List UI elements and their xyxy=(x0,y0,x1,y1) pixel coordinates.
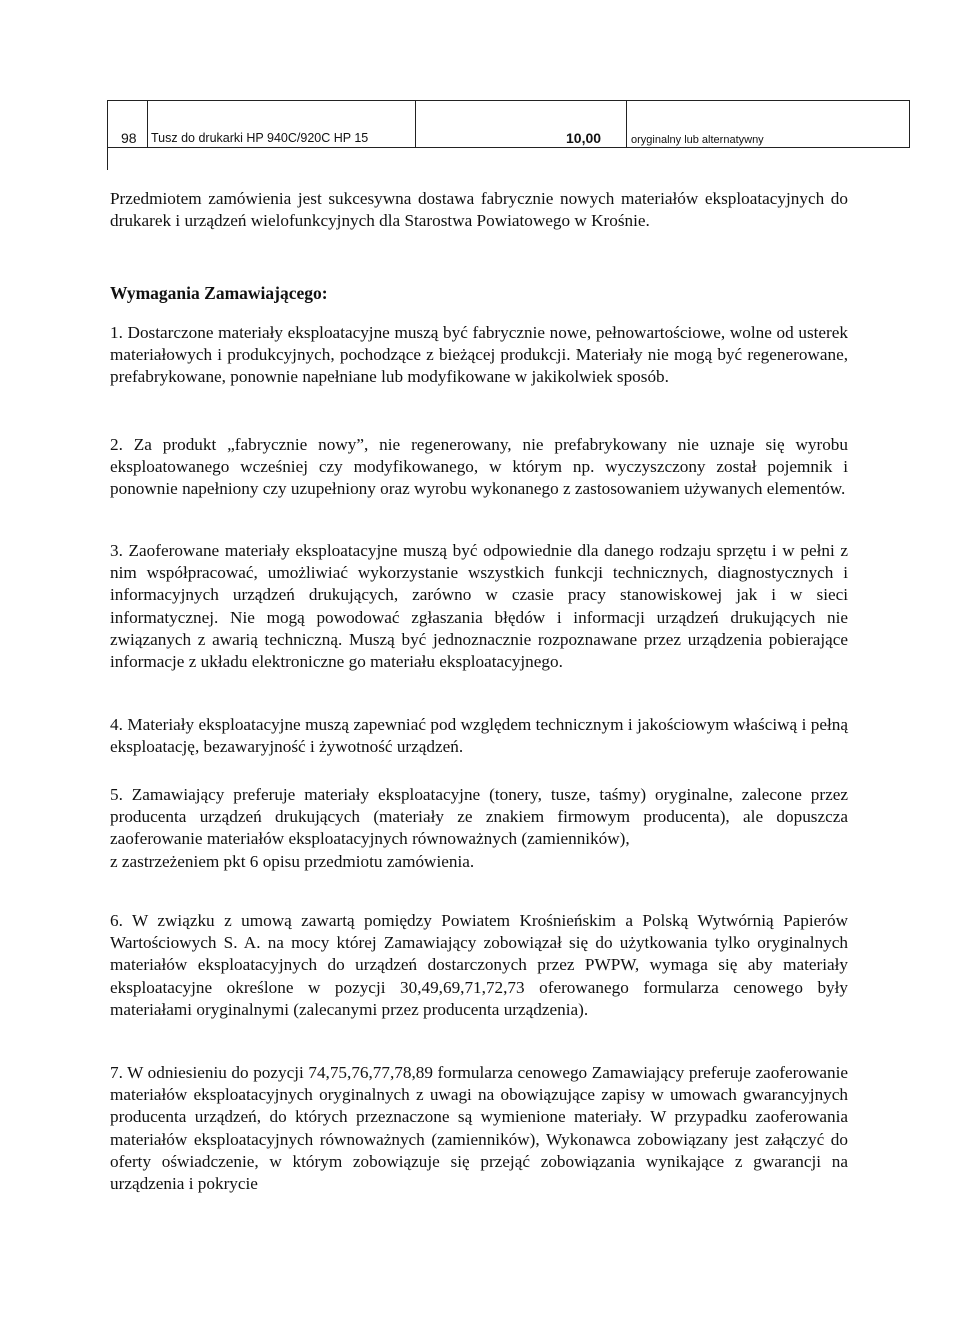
table-cell-lp: 98 xyxy=(121,130,137,146)
requirement-text: 1. Dostarczone materiały eksploatacyjne muszą być fabrycznie nowe, pełnowartościowe, wolne od usterek materiałowych i produkcyjnych, pochodzące z bieżącej produkcji. Materiały nie mogą być regenerowane, prefabrykowane, ponownie napełniane lub modyfikowane w jakikolwiek sposób. xyxy=(110,323,848,387)
requirement-1 xyxy=(110,322,848,389)
requirement-6 xyxy=(110,910,848,1021)
requirement-text: 4. Materiały eksploatacyjne muszą zapewniać pod względem technicznym i jakościowym właściwą i pełną eksploatację, bezawaryjność i żywotność urządzeń. xyxy=(110,715,848,757)
requirement-text: 6. W związku z umową zawartą pomiędzy Powiatem Krośnieńskim a Polską Wytwórnią Papierów Wartościowych S. A. na mocy której Zamawiający zobowiązał się do użytkowania tylko oryginalnych materiałów eksploatacyjnych do urządzeń dostarczonych przez PWPW, wymaga się aby materiały eksploatacyjne określone w pozycji 30,49,69,71,72,73 oferowanego formularza cenowego były materiałami oryginalnymi (zalecanymi przez producenta urządzenia). xyxy=(110,911,848,1019)
requirement-7 xyxy=(110,1062,848,1195)
requirement-2 xyxy=(110,434,848,501)
requirements-heading: Wymagania Zamawiającego: xyxy=(110,283,328,303)
intro-section xyxy=(110,188,848,232)
table-divider xyxy=(147,100,148,148)
requirement-5-continuation: z zastrzeżeniem pkt 6 opisu przedmiotu zamówienia. xyxy=(110,851,475,871)
table-divider xyxy=(107,148,108,170)
requirement-text: 5. Zamawiający preferuje materiały eksploatacyjne (tonery, tusze, taśmy) oryginalne, zalecone przez producenta urządzeń drukujących (materiały ze znakiem firmowym producenta), ale dopuszcza zaoferowanie materiałów eksploatacyjnych równoważnych (zamienników), xyxy=(110,785,848,849)
table-cell-type: oryginalny lub alternatywny xyxy=(631,134,764,146)
table-divider xyxy=(626,100,627,148)
table-cell-name: Tusz do drukarki HP 940C/920C HP 15 xyxy=(151,131,369,145)
intro-paragraph: Przedmiotem zamówienia jest sukcesywna dostawa fabrycznie nowych materiałów eksploatacyjnych do drukarek i urządzeń wielofunkcyjnych dla Starostwa Powiatowego w Krośnie. xyxy=(110,189,848,231)
requirement-4 xyxy=(110,714,848,758)
table-cell-quantity: 10,00 xyxy=(566,130,602,146)
table-divider xyxy=(415,100,416,148)
requirement-text: 2. Za produkt „fabrycznie nowy”, nie regenerowany, nie prefabrykowany nie uznaje się wyrobu eksploatowanego wcześniej czy modyfikowanego, w którym np. wyczyszczony został pojemnik i ponownie napełniony czy uzupełniony oraz wyrobu wykonanego z zastosowaniem używanych elementów. xyxy=(110,435,848,499)
requirement-3 xyxy=(110,540,848,673)
requirement-text: 3. Zaoferowane materiały eksploatacyjne muszą być odpowiednie dla danego rodzaju sprzętu i w pełni z nim współpracować, umożliwiać wykorzystanie wszystkich funkcji technicznych, diagnostycznych i informacyjnych urządzeń drukujących, zarówno w czasie pracy stanowiskowej jak i w sieci informatycznej. Nie mogą powodować zgłaszania błędów i informacji urządzeń drukujących nie związanych z awarią techniczną. Muszą być jednoznacznie rozpoznawane przez urządzenia pobierające informacje z układu elektroniczne go materiału eksploatacyjnego. xyxy=(110,541,848,672)
requirement-text: 7. W odniesieniu do pozycji 74,75,76,77,78,89 formularza cenowego Zamawiający preferuje zaoferowanie materiałów eksploatacyjnych oryginalnych z uwagi na obowiązujące zapisy w umowach gwarancyjnych producenta urządzeń, do których przeznaczone są wymienione materiały. W przypadku zaoferowania materiałów eksploatacyjnych równoważnych (zamienników), Wykonawca zobowiązany jest załączyć do oferty oświadczenie, w którym zobowiązuje się przejąć zobowiązania wynikające z gwarancji na urządzenia i pokrycie xyxy=(110,1063,848,1194)
requirement-5 xyxy=(110,784,848,873)
